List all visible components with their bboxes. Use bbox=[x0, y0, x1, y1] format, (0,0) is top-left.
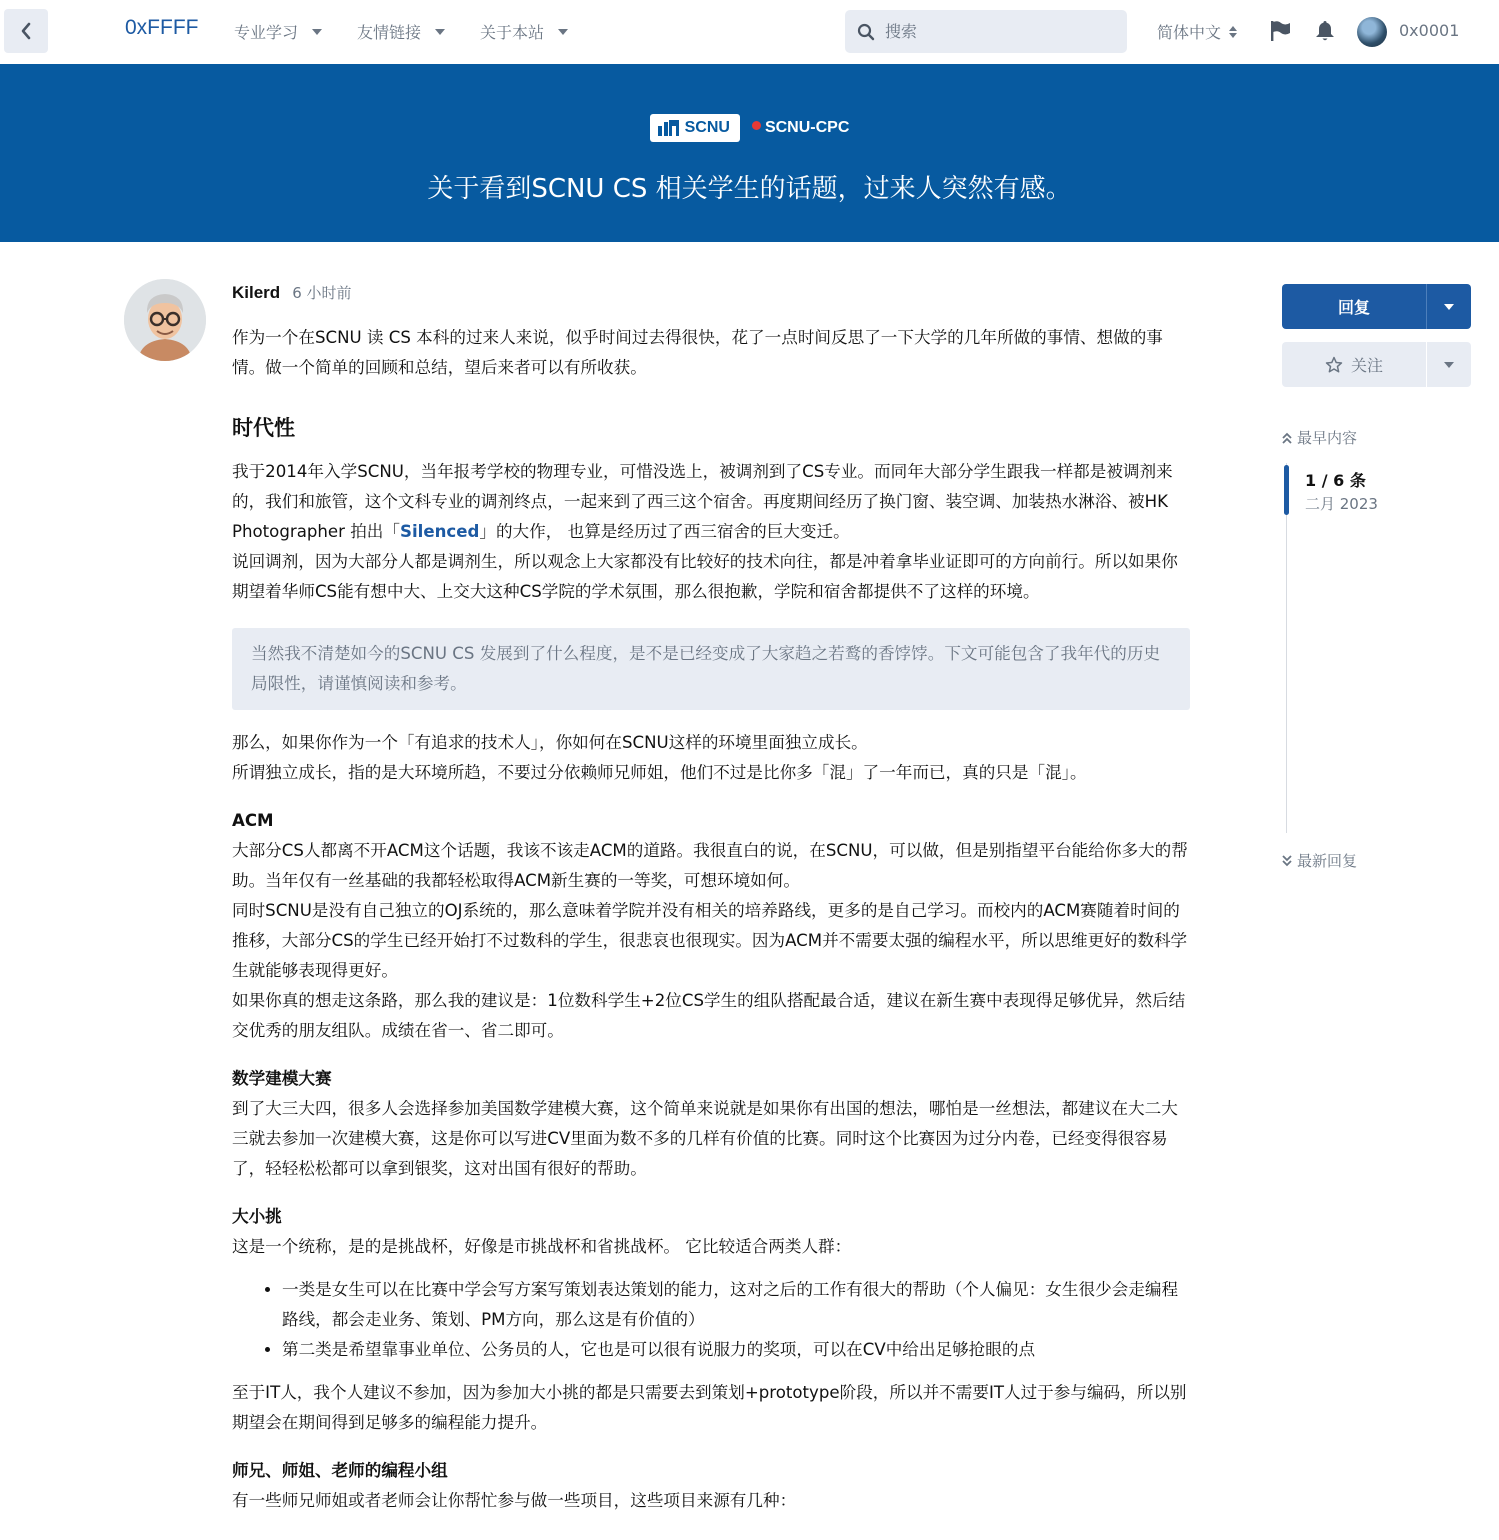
building-icon bbox=[658, 120, 680, 136]
post-content bbox=[232, 323, 1190, 1516]
jump-to-last[interactable] bbox=[1281, 850, 1357, 871]
topic-tags bbox=[0, 114, 1499, 142]
reply-button-group bbox=[1282, 284, 1471, 329]
follow-label: 关注 bbox=[1350, 356, 1383, 375]
user-avatar[interactable] bbox=[1357, 17, 1387, 47]
chevron-left-icon bbox=[20, 22, 32, 40]
language-label: 简体中文 bbox=[1157, 23, 1222, 42]
post-time[interactable]: 6 小时前 bbox=[292, 284, 352, 302]
timeline-date: 二月 2023 bbox=[1305, 495, 1378, 513]
search-icon bbox=[857, 23, 875, 41]
post-meta bbox=[232, 282, 352, 303]
post-author[interactable]: Kilerd bbox=[232, 283, 281, 302]
flag-icon[interactable] bbox=[1270, 21, 1291, 41]
jump-last-label: 最新回复 bbox=[1297, 852, 1358, 870]
paragraph: 那么，如果你作为一个「有追求的技术人」，你如何在SCNU这样的环境里面独立成长。 bbox=[232, 733, 868, 752]
current-username[interactable]: 0x0001 bbox=[1399, 21, 1460, 40]
timeline-track[interactable] bbox=[1286, 463, 1287, 833]
search-input[interactable] bbox=[885, 22, 1105, 41]
pin-icon bbox=[752, 121, 761, 130]
subheading: 师兄、师姐、老师的编程小组 bbox=[232, 1461, 448, 1480]
topic-hero bbox=[0, 64, 1499, 242]
author-avatar-image bbox=[124, 279, 206, 361]
paragraph: 说回调剂，因为大部分人都是调剂生，所以观念上大家都没有比较好的技术向往，都是冲着拿毕业证即可的方向前行。所以如果你期望着华师CS能有想中大、上交大这种CS学院的学术氛围，那么很抱歉，学院和宿舍都提供不了这样的环境。 bbox=[232, 552, 1178, 601]
caret-down-icon bbox=[435, 29, 445, 35]
bullet-list bbox=[282, 1275, 1190, 1365]
language-selector[interactable] bbox=[1157, 20, 1237, 43]
follow-button-group bbox=[1282, 342, 1471, 387]
list-item: • 第二类是希望靠事业单位、公务员的人，它也是可以很有说服力的奖项，可以在CV中给出足够抢眼的点 bbox=[282, 1335, 1190, 1365]
paragraph: 同时SCNU是没有自己独立的OJ系统的，那么意味着学院并没有相关的培养路线，更多的是自己学习。而校内的ACM赛随着时间的推移，大部分CS的学生已经开始打不过数科的学生，很悲哀也很现实。因为ACM并不需要太强的编程水平，所以思维更好的数科学生就能够表现得更好。 bbox=[232, 901, 1188, 980]
paragraph: 如果你真的想走这条路，那么我的建议是：1位数科学生+2位CS学生的组队搭配最合适，建议在新生赛中表现得足够优异，然后结交优秀的朋友组队。成绩在省一、省二即可。 bbox=[232, 991, 1186, 1040]
tag-scnu[interactable] bbox=[650, 114, 740, 142]
timeline-count: 1 / 6 条 bbox=[1305, 471, 1366, 490]
author-avatar[interactable] bbox=[124, 279, 206, 361]
caret-down-icon bbox=[1444, 304, 1454, 310]
caret-down-icon bbox=[312, 29, 322, 35]
paragraph: 作为一个在SCNU 读 CS 本科的过来人来说，似乎时间过去得很快，花了一点时间反思了一下大学的几年所做的事情、想做的事情。做一个简单的回顾和总结，望后来者可以有所收获。 bbox=[232, 328, 1163, 377]
bell-icon[interactable] bbox=[1315, 20, 1335, 42]
paragraph: 大部分CS人都离不开ACM这个话题，我该不该走ACM的道路。我很直白的说，在SCNU，可以做，但是别指望平台能给你多大的帮助。当年仅有一丝基础的我都轻松取得ACM新生赛的一等奖，可想环境如何。 bbox=[232, 841, 1188, 890]
nav-menu-links[interactable] bbox=[357, 20, 445, 43]
paragraph: 到了大三大四，很多人会选择参加美国数学建模大赛，这个简单来说就是如果你有出国的想法，哪怕是一丝想法，都建议在大二大三就去参加一次建模大赛，这是你可以写进CV里面为数不多的几样有价值的比赛。同时这个比赛因为过分内卷，已经变得很容易了，轻轻松松都可以拿到银奖，这对出国有很好的帮助。 bbox=[232, 1099, 1178, 1178]
caret-down-icon bbox=[558, 29, 568, 35]
caret-down-icon bbox=[1444, 362, 1454, 368]
back-button[interactable] bbox=[4, 9, 48, 53]
jump-to-first[interactable] bbox=[1281, 427, 1357, 448]
search-box[interactable] bbox=[845, 10, 1127, 53]
subheading: 数学建模大赛 bbox=[232, 1069, 332, 1088]
subheading: 大小挑 bbox=[232, 1207, 282, 1226]
nav-menu-study[interactable] bbox=[234, 20, 322, 43]
nav-label: 友情链接 bbox=[357, 23, 422, 42]
nav-menu-about[interactable] bbox=[480, 20, 568, 43]
site-logo[interactable]: 0xFFFF bbox=[125, 16, 199, 39]
subheading: ACM bbox=[232, 811, 274, 830]
follow-dropdown-button[interactable] bbox=[1427, 342, 1471, 387]
paragraph: 这是一个统称，是的是挑战杯，好像是市挑战杯和省挑战杯。 它比较适合两类人群： bbox=[232, 1237, 852, 1256]
double-chevron-down-icon bbox=[1281, 855, 1293, 867]
follow-button[interactable] bbox=[1282, 342, 1427, 387]
silenced-link[interactable]: Silenced bbox=[400, 522, 480, 541]
heading: 时代性 bbox=[232, 416, 295, 440]
paragraph: 我于2014年入学SCNU，当年报考学校的物理专业，可惜没选上，被调剂到了CS专业。而同年大部分学生跟我一样都是被调剂来的，我们和旅管，这个文科专业的调剂终点，一起来到了西三这个宿舍。再度期间经历了换门窗、装空调、加装热水淋浴、被HK Photographer 拍出「Silenced」的大作， 也算是经历过了西三宿舍的巨大变迁。 bbox=[232, 462, 1173, 541]
topic-title: 关于看到SCNU CS 相关学生的话题，过来人突然有感。 bbox=[427, 174, 1072, 204]
tag-scnu-cpc[interactable] bbox=[752, 119, 849, 137]
tag-label: SCNU-CPC bbox=[764, 119, 850, 136]
paragraph: 有一些师兄师姐或者老师会让你帮忙参与做一些项目，这些项目来源有几种： bbox=[232, 1491, 797, 1510]
paragraph: 所谓独立成长，指的是大环境所趋，不要过分依赖师兄师姐，他们不过是比你多「混」了一年而已，真的只是「混」。 bbox=[232, 763, 1087, 782]
nav-label: 关于本站 bbox=[480, 23, 545, 42]
star-icon bbox=[1325, 356, 1343, 374]
list-item: • 一类是女生可以在比赛中学会写方案写策划表达策划的能力，这对之后的工作有很大的帮助（个人偏见：女生很少会走编程路线，都会走业务、策划、PM方向，那么这是有价值的） bbox=[282, 1275, 1190, 1335]
reply-button[interactable]: 回复 bbox=[1282, 284, 1427, 329]
top-header bbox=[0, 0, 1499, 64]
jump-first-label: 最早内容 bbox=[1297, 429, 1358, 447]
paragraph: 至于IT人，我个人建议不参加，因为参加大小挑的都是只需要去到策划+prototype阶段，所以并不需要IT人过于参与编码，所以别期望会在期间得到足够多的编程能力提升。 bbox=[232, 1383, 1187, 1432]
reply-dropdown-button[interactable] bbox=[1427, 284, 1471, 329]
blockquote: 当然我不清楚如今的SCNU CS 发展到了什么程度，是不是已经变成了大家趋之若鹜的香饽饽。下文可能包含了我年代的历史局限性，请谨慎阅读和参考。 bbox=[232, 628, 1190, 710]
nav-label: 专业学习 bbox=[234, 23, 299, 42]
timeline-handle[interactable] bbox=[1284, 465, 1289, 515]
tag-label: SCNU bbox=[684, 119, 730, 136]
double-chevron-up-icon bbox=[1281, 432, 1293, 444]
sort-updown-icon bbox=[1229, 26, 1237, 38]
